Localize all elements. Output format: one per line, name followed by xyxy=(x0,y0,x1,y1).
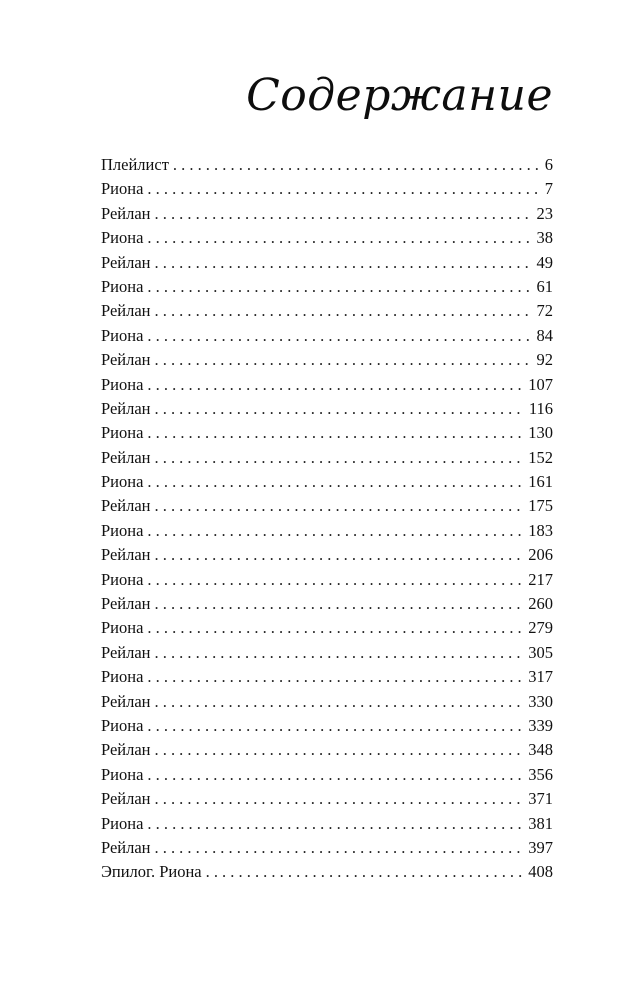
toc-dot-leader xyxy=(155,299,532,323)
toc-entry-page-number: 330 xyxy=(528,691,553,711)
toc-entry xyxy=(101,275,553,299)
toc-entry xyxy=(101,348,553,372)
toc-entry-page-number: 408 xyxy=(528,862,553,882)
toc-dot-leader xyxy=(155,251,532,275)
toc-entry xyxy=(101,397,553,421)
toc-entry-page-number: 61 xyxy=(536,276,553,296)
toc-dot-leader xyxy=(155,397,524,421)
toc-entry-page-number: 6 xyxy=(544,155,553,174)
toc-entry-page-number: 217 xyxy=(528,569,553,589)
toc-entry xyxy=(101,324,553,348)
toc-entry xyxy=(101,299,553,323)
toc-entry-page-number: 84 xyxy=(536,325,553,345)
toc-entry-label: Риона xyxy=(101,618,144,638)
toc-entry-page-number: 175 xyxy=(528,496,553,516)
toc-entry-page-number: 130 xyxy=(528,423,553,443)
toc-entry xyxy=(101,177,553,201)
toc-dot-leader xyxy=(147,665,523,689)
toc-entry-page-number: 49 xyxy=(536,252,553,272)
toc-dot-leader xyxy=(147,763,523,787)
toc-entry-label: Риона xyxy=(101,423,144,443)
toc-entry xyxy=(101,592,553,616)
toc-entry-label: Эпилог. Риона xyxy=(101,862,202,882)
toc-dot-leader xyxy=(155,690,524,714)
toc-entry-label: Риона xyxy=(101,813,144,833)
toc-entry-label: Риона xyxy=(101,520,144,540)
toc-entry-label: Риона xyxy=(101,276,144,296)
toc-entry xyxy=(101,494,553,518)
toc-entry-label: Риона xyxy=(101,472,144,492)
toc-entry-label: Рейлан xyxy=(101,398,151,418)
toc-dot-leader xyxy=(155,787,524,811)
toc-entry-label: Риона xyxy=(101,179,144,199)
toc-entry-page-number: 92 xyxy=(536,350,553,370)
toc-entry-page-number: 397 xyxy=(528,837,553,857)
toc-entry xyxy=(101,470,553,494)
toc-entry-page-number: 161 xyxy=(528,472,553,492)
toc-entry-page-number: 381 xyxy=(528,813,553,833)
toc-entry-page-number: 348 xyxy=(528,740,553,760)
toc-dot-leader xyxy=(155,543,524,567)
toc-dot-leader xyxy=(147,226,531,250)
toc-entry xyxy=(101,251,553,275)
toc-entry xyxy=(101,763,553,787)
toc-entry-label: Риона xyxy=(101,374,144,394)
toc-entry xyxy=(101,836,553,860)
toc-entry-label: Рейлан xyxy=(101,301,151,321)
toc-entry-label: Рейлан xyxy=(101,691,151,711)
toc-dot-leader xyxy=(147,275,531,299)
toc-entry xyxy=(101,568,553,592)
toc-dot-leader xyxy=(147,421,523,445)
toc-dot-leader xyxy=(155,592,524,616)
toc-entry xyxy=(101,421,553,445)
toc-dot-leader xyxy=(147,714,523,738)
toc-entry-label: Рейлан xyxy=(101,447,151,467)
toc-dot-leader xyxy=(155,641,524,665)
toc-entry-label: Риона xyxy=(101,715,144,735)
toc-entry-label: Плейлист xyxy=(101,155,169,174)
toc-entry-page-number: 356 xyxy=(528,764,553,784)
toc-entry xyxy=(101,153,553,177)
toc-dot-leader xyxy=(206,860,524,884)
toc-entry-page-number: 339 xyxy=(528,715,553,735)
toc-entry-label: Риона xyxy=(101,764,144,784)
toc-entry-page-number: 23 xyxy=(536,203,553,223)
toc-entry-label: Рейлан xyxy=(101,496,151,516)
toc-entry-label: Рейлан xyxy=(101,350,151,370)
toc-entry-page-number: 183 xyxy=(528,520,553,540)
toc-entry xyxy=(101,519,553,543)
toc-dot-leader xyxy=(147,373,523,397)
toc-dot-leader xyxy=(155,348,532,372)
toc-entry-page-number: 116 xyxy=(528,398,553,418)
toc-entry-label: Рейлан xyxy=(101,740,151,760)
toc-dot-leader xyxy=(155,738,524,762)
page-title: Содержание xyxy=(246,70,553,121)
toc-entry xyxy=(101,714,553,738)
toc-entry xyxy=(101,641,553,665)
toc-entry-page-number: 317 xyxy=(528,667,553,687)
toc-entry xyxy=(101,665,553,689)
toc-dot-leader xyxy=(147,616,523,640)
toc-entry xyxy=(101,690,553,714)
toc-entry-label: Рейлан xyxy=(101,789,151,809)
toc-entry xyxy=(101,373,553,397)
toc-dot-leader xyxy=(155,446,524,470)
toc-entry-label: Рейлан xyxy=(101,252,151,272)
toc-entry-page-number: 260 xyxy=(528,594,553,614)
toc-entry-page-number: 305 xyxy=(528,642,553,662)
toc-dot-leader xyxy=(147,177,539,201)
toc-dot-leader xyxy=(147,812,523,836)
toc-entry-label: Рейлан xyxy=(101,594,151,614)
toc-entry xyxy=(101,543,553,567)
toc-dot-leader xyxy=(147,568,523,592)
table-of-contents xyxy=(101,153,553,885)
toc-entry-label: Рейлан xyxy=(101,545,151,565)
toc-entry-label: Рейлан xyxy=(101,837,151,857)
toc-entry-page-number: 7 xyxy=(544,179,553,199)
toc-dot-leader xyxy=(147,324,531,348)
toc-entry-label: Риона xyxy=(101,228,144,248)
toc-entry-label: Риона xyxy=(101,325,144,345)
toc-dot-leader xyxy=(155,202,532,226)
toc-entry-page-number: 152 xyxy=(528,447,553,467)
toc-entry-label: Рейлан xyxy=(101,642,151,662)
toc-entry-page-number: 279 xyxy=(528,618,553,638)
toc-dot-leader xyxy=(155,494,524,518)
toc-entry-label: Риона xyxy=(101,569,144,589)
toc-entry-label: Риона xyxy=(101,667,144,687)
toc-entry-page-number: 371 xyxy=(528,789,553,809)
toc-dot-leader xyxy=(155,836,524,860)
toc-entry xyxy=(101,616,553,640)
toc-entry xyxy=(101,446,553,470)
toc-entry xyxy=(101,812,553,836)
toc-dot-leader xyxy=(147,470,523,494)
toc-entry-page-number: 72 xyxy=(536,301,553,321)
toc-entry xyxy=(101,226,553,250)
toc-entry xyxy=(101,787,553,811)
toc-entry-page-number: 38 xyxy=(536,228,553,248)
toc-entry xyxy=(101,738,553,762)
toc-entry-page-number: 107 xyxy=(528,374,553,394)
toc-entry xyxy=(101,860,553,884)
toc-dot-leader xyxy=(147,519,523,543)
toc-dot-leader xyxy=(173,153,540,177)
toc-entry xyxy=(101,202,553,226)
toc-entry-label: Рейлан xyxy=(101,203,151,223)
toc-entry-page-number: 206 xyxy=(528,545,553,565)
